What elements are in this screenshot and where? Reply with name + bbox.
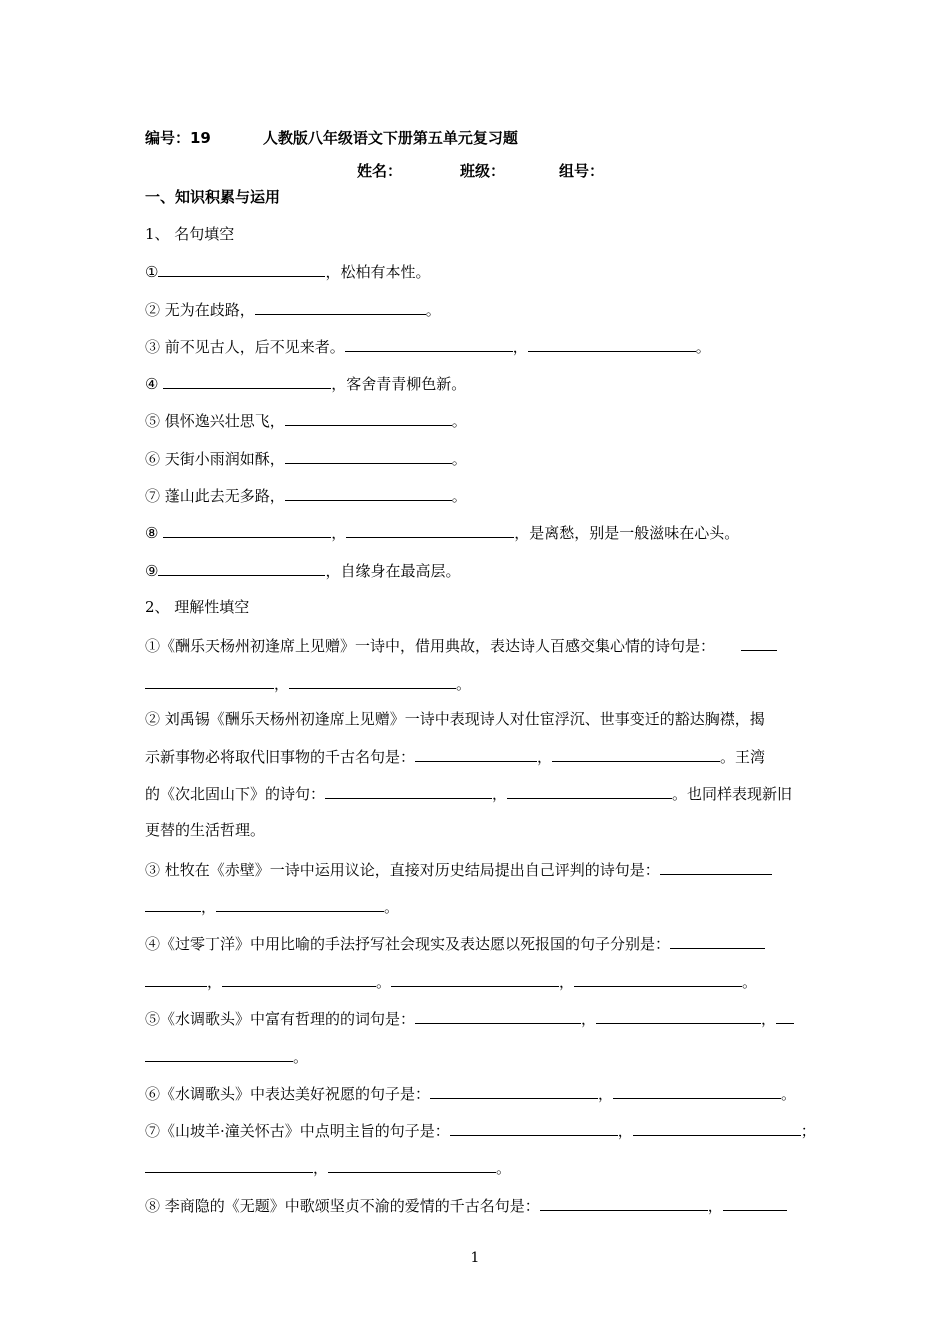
answer-blank[interactable] — [540, 1196, 708, 1211]
fill-item-2: ② 无为在歧路， 。 — [145, 301, 441, 319]
question-1-title: 1、 名句填空 — [145, 225, 235, 243]
understanding-item-5: ⑤《水调歌头》中富有哲理的的词句是： ， ， — [145, 1009, 794, 1028]
answer-blank[interactable] — [145, 897, 201, 912]
understanding-item-1-cont: ， 。 — [145, 674, 471, 693]
answer-blank[interactable] — [574, 972, 742, 987]
answer-blank[interactable] — [145, 1158, 313, 1173]
document-header — [145, 129, 518, 147]
fill-item-5: ⑤ 俱怀逸兴壮思飞， 。 — [145, 412, 467, 430]
class-label: 班级： — [460, 162, 506, 180]
understanding-item-6: ⑥《水调歌头》中表达美好祝愿的句子是： ， 。 — [145, 1085, 797, 1103]
answer-blank[interactable] — [325, 784, 492, 799]
answer-blank[interactable] — [391, 972, 559, 987]
name-label: 姓名： — [357, 162, 403, 180]
answer-blank[interactable] — [552, 747, 720, 762]
document-number: 编号：19 — [145, 129, 211, 147]
fill-item-7: ⑦ 蓬山此去无多路， 。 — [145, 487, 467, 505]
understanding-item-1: ①《酬乐天杨州初逢席上见赠》一诗中，借用典故，表达诗人百感交集心情的诗句是： — [145, 636, 777, 655]
answer-blank[interactable] — [450, 1121, 618, 1136]
question-2-title: 2、 理解性填空 — [145, 598, 250, 616]
fill-item-3: ③ 前不见古人，后不见来者。 ， 。 — [145, 338, 711, 356]
understanding-item-8: ⑧ 李商隐的《无题》中歌颂坚贞不渝的爱情的千古名句是： ， — [145, 1196, 787, 1215]
answer-blank[interactable] — [346, 523, 514, 538]
understanding-item-7: ⑦《山坡羊·潼关怀古》中点明主旨的句子是： ， ； — [145, 1122, 816, 1140]
answer-blank[interactable] — [430, 1084, 598, 1099]
answer-blank[interactable] — [163, 374, 331, 389]
answer-blank[interactable] — [776, 1009, 794, 1024]
understanding-item-7-cont: ， 。 — [145, 1158, 511, 1177]
answer-blank[interactable] — [507, 784, 672, 799]
understanding-item-3-cont: ， 。 — [145, 897, 399, 916]
answer-blank[interactable] — [596, 1009, 761, 1024]
understanding-item-5-cont: 。 — [145, 1047, 308, 1066]
answer-blank[interactable] — [633, 1121, 801, 1136]
answer-blank[interactable] — [670, 934, 765, 949]
answer-blank[interactable] — [613, 1084, 781, 1099]
fill-item-4: ④ ，客舍青青柳色新。 — [145, 375, 467, 393]
page-number: 1 — [470, 1250, 480, 1266]
answer-blank[interactable] — [345, 337, 513, 352]
answer-blank[interactable] — [285, 411, 452, 426]
answer-blank[interactable] — [163, 523, 331, 538]
understanding-item-3: ③ 杜牧在《赤壁》一诗中运用议论，直接对历史结局提出自己评判的诗句是： — [145, 860, 772, 879]
answer-blank[interactable] — [285, 486, 452, 501]
group-label: 组号： — [559, 162, 605, 180]
answer-blank[interactable] — [328, 1158, 496, 1173]
fill-item-8: ⑧ ， ，是离愁，别是一般滋味在心头。 — [145, 524, 740, 542]
answer-blank[interactable] — [741, 636, 777, 651]
answer-blank[interactable] — [415, 747, 537, 762]
answer-blank[interactable] — [145, 674, 274, 689]
answer-blank[interactable] — [145, 972, 207, 987]
fill-item-9: ⑨ ，自缘身在最高层。 — [145, 562, 461, 580]
understanding-item-4-cont: ， 。 ， 。 — [145, 972, 757, 991]
answer-blank[interactable] — [415, 1009, 581, 1024]
fill-item-1: ① ，松柏有本性。 — [145, 263, 431, 281]
answer-blank[interactable] — [289, 674, 456, 689]
answer-blank[interactable] — [528, 337, 696, 352]
understanding-item-2-line3: 的《次北固山下》的诗句： ， 。也同样表现新旧 — [145, 785, 793, 803]
answer-blank[interactable] — [158, 561, 325, 576]
section-title: 一、知识积累与运用 — [145, 188, 281, 206]
document-title: 人教版八年级语文下册第五单元复习题 — [262, 129, 518, 147]
answer-blank[interactable] — [255, 300, 426, 315]
understanding-item-2: ② 刘禹锡《酬乐天杨州初逢席上见赠》一诗中表现诗人对仕宦浮沉、世事变迁的豁达胸襟，揭 — [145, 710, 765, 728]
answer-blank[interactable] — [222, 972, 376, 987]
answer-blank[interactable] — [660, 860, 772, 875]
answer-blank[interactable] — [723, 1196, 787, 1211]
understanding-item-2-line2: 示新事物必将取代旧事物的千古名句是： ， 。王湾 — [145, 748, 766, 766]
answer-blank[interactable] — [216, 897, 384, 912]
fill-item-6: ⑥ 天街小雨润如酥， 。 — [145, 450, 467, 468]
answer-blank[interactable] — [158, 262, 325, 277]
answer-blank[interactable] — [145, 1047, 293, 1062]
understanding-item-4: ④《过零丁洋》中用比喻的手法抒写社会现实及表达愿以死报国的句子分别是： — [145, 934, 765, 953]
understanding-item-2-line4: 更替的生活哲理。 — [145, 821, 266, 839]
answer-blank[interactable] — [285, 449, 452, 464]
student-info — [357, 162, 604, 180]
